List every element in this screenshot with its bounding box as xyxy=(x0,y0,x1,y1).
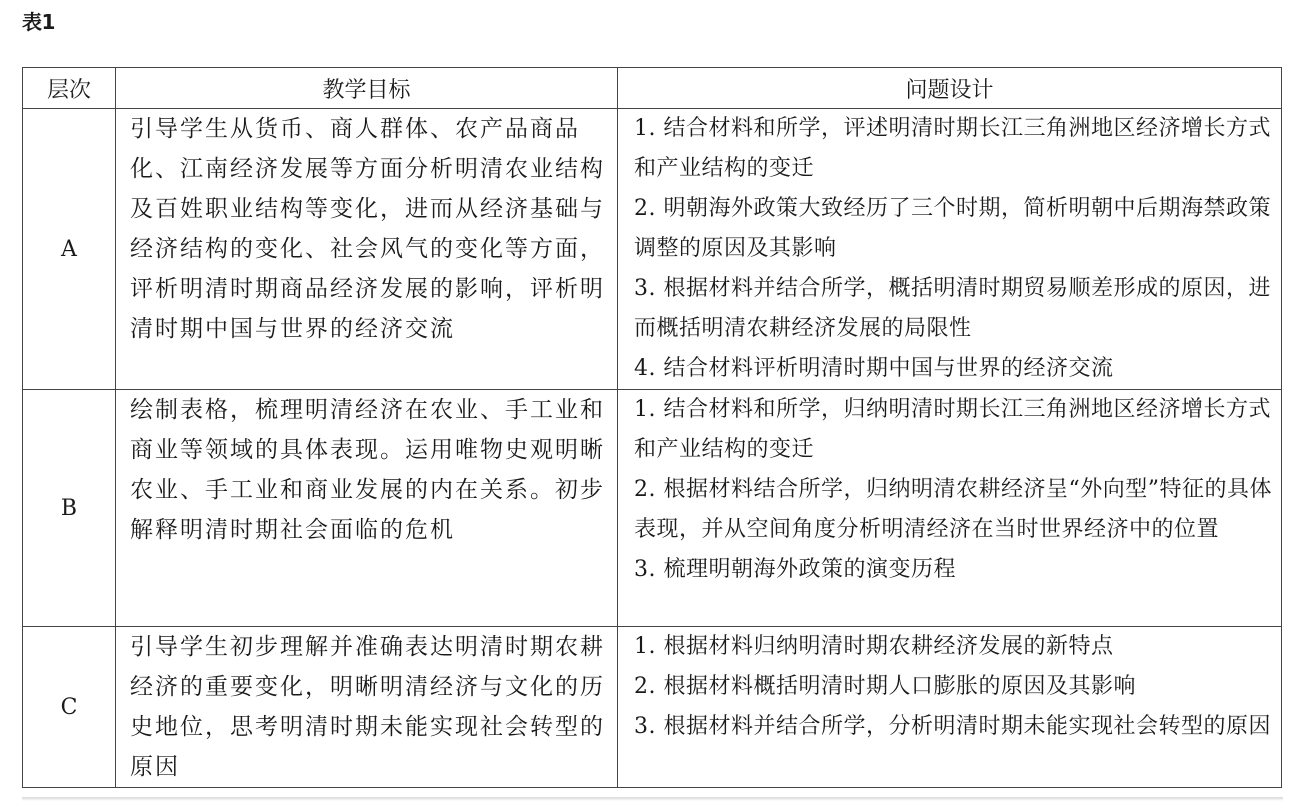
goal-text: 引导学生初步理解并准确表达明清时期农耕经济的重要变化，明晰明清经济与文化的历史地位，思考明清时期未能实现社会转型的原因 xyxy=(130,634,605,780)
question-item: 3. 梳理明朝海外政策的演变历程 xyxy=(634,557,956,582)
table-row xyxy=(23,627,1282,788)
question-item: 2. 根据材料概括明清时期人口膨胀的原因及其影响 xyxy=(634,674,1136,699)
table-caption: 表1 xyxy=(22,10,55,34)
table-row xyxy=(23,109,1282,390)
header-question: 问题设计 xyxy=(618,68,1282,109)
question-item: 1. 结合材料和所学，归纳明清时期长江三角洲地区经济增长方式和产业结构的变迁 xyxy=(634,397,1271,462)
header-level: 层次 xyxy=(23,68,116,109)
question-item: 1. 结合材料和所学，评述明清时期长江三角洲地区经济增长方式和产业结构的变迁 xyxy=(634,116,1271,181)
question-cell xyxy=(618,627,1282,788)
header-goal: 教学目标 xyxy=(116,68,618,109)
table-bottom-shadow xyxy=(22,797,1283,801)
question-item: 3. 根据材料并结合所学，分析明清时期未能实现社会转型的原因 xyxy=(634,714,1271,739)
question-item: 1. 根据材料归纳明清时期农耕经济发展的新特点 xyxy=(634,634,1114,659)
goal-cell xyxy=(116,627,618,788)
question-item: 3. 根据材料并结合所学，概括明清时期贸易顺差形成的原因，进而概括明清农耕经济发展的局限性 xyxy=(634,276,1271,341)
goal-cell xyxy=(116,109,618,390)
question-item: 4. 结合材料评析明清时期中国与世界的经济交流 xyxy=(634,356,1114,381)
level-cell: C xyxy=(23,627,116,788)
goal-cell xyxy=(116,390,618,627)
header-row xyxy=(23,68,1282,109)
question-cell xyxy=(618,390,1282,627)
goal-text: 引导学生从货币、商人群体、农产品商品化、江南经济发展等方面分析明清农业结构及百姓职业结构等变化，进而从经济基础与经济结构的变化、社会风气的变化等方面，评析明清时期商品经济发展的影响，评析明清时期中国与世界的经济交流 xyxy=(130,116,605,342)
question-cell xyxy=(618,109,1282,390)
table-row xyxy=(23,390,1282,627)
question-item: 2. 明朝海外政策大致经历了三个时期，简析明朝中后期海禁政策调整的原因及其影响 xyxy=(634,196,1271,261)
level-cell: A xyxy=(23,109,116,390)
question-item: 2. 根据材料结合所学，归纳明清农耕经济呈“外向型”特征的具体表现，并从空间角度分析明清经济在当时世界经济中的位置 xyxy=(634,477,1272,542)
goal-text: 绘制表格，梳理明清经济在农业、手工业和商业等领域的具体表现。运用唯物史观明晰农业、手工业和商业发展的内在关系。初步解释明清时期社会面临的危机 xyxy=(130,397,605,543)
teaching-table xyxy=(22,67,1282,788)
level-cell: B xyxy=(23,390,116,627)
